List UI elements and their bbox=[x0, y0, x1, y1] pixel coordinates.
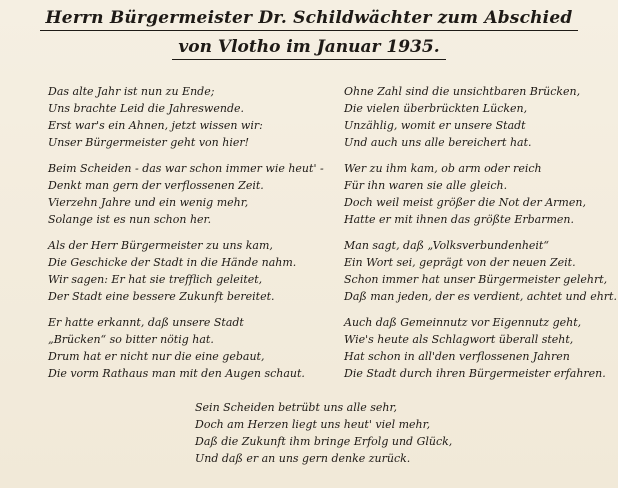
verse-line: Schon immer hat unser Bürgermeister gelehrt, bbox=[344, 273, 608, 286]
right-column bbox=[344, 83, 617, 391]
verse-line: Das alte Jahr ist nun zu Ende; bbox=[48, 85, 215, 98]
verse-line: Drum hat er nicht nur die eine gebaut, bbox=[48, 350, 265, 363]
stanza bbox=[48, 160, 328, 228]
stanza bbox=[344, 160, 612, 228]
verse-line: Hat schon in all'den verflossenen Jahren bbox=[344, 350, 570, 363]
verse-line: Ohne Zahl sind die unsichtbaren Brücken, bbox=[344, 85, 581, 98]
stanza bbox=[344, 314, 612, 382]
poem-title bbox=[0, 8, 618, 60]
title-line-2: von Vlotho im Januar 1935. bbox=[172, 37, 445, 60]
verse-line: Doch weil meist größer die Not der Armen, bbox=[344, 196, 586, 209]
verse-line: Die Geschicke der Stadt in die Hände nahm. bbox=[48, 256, 297, 269]
verse-line: Auch daß Gemeinnutz vor Eigennutz geht, bbox=[344, 316, 582, 329]
verse-line: Vierzehn Jahre und ein wenig mehr, bbox=[48, 196, 249, 209]
verse-line: Doch am Herzen liegt uns heut' viel mehr, bbox=[195, 418, 431, 431]
verse-line: Wie's heute als Schlagwort überall steht, bbox=[344, 333, 574, 346]
verse-line: Wer zu ihm kam, ob arm oder reich bbox=[344, 162, 542, 175]
verse-line: Die vielen überbrückten Lücken, bbox=[344, 102, 528, 115]
verse-line: Als der Herr Bürgermeister zu uns kam, bbox=[48, 239, 273, 252]
verse-line: Und auch uns alle bereichert hat. bbox=[344, 136, 532, 149]
verse-line: Sein Scheiden betrübt uns alle sehr, bbox=[195, 401, 398, 414]
verse-line: Unzählig, womit er unsere Stadt bbox=[344, 119, 526, 132]
verse-line: Denkt man gern der verflossenen Zeit. bbox=[48, 179, 264, 192]
verse-line: Man sagt, daß „Volksverbundenheit“ bbox=[344, 239, 549, 252]
verse-line: Unser Bürgermeister geht von hier! bbox=[48, 136, 250, 149]
stanza bbox=[48, 83, 328, 151]
verse-line: Solange ist es nun schon her. bbox=[48, 213, 212, 226]
verse-line: Ein Wort sei, geprägt von der neuen Zeit. bbox=[344, 256, 576, 269]
verse-line: Wir sagen: Er hat sie trefflich geleitet, bbox=[48, 273, 263, 286]
stanza bbox=[344, 237, 617, 305]
stanza bbox=[48, 237, 328, 305]
stanza bbox=[344, 83, 612, 151]
left-column bbox=[48, 83, 328, 391]
stanza bbox=[48, 314, 328, 382]
verse-line: Die vorm Rathaus man mit den Augen schaut. bbox=[48, 367, 305, 380]
verse-line: Der Stadt eine bessere Zukunft bereitet. bbox=[48, 290, 275, 303]
verse-line: Uns brachte Leid die Jahreswende. bbox=[48, 102, 244, 115]
verse-line: Die Stadt durch ihren Bürgermeister erfahren. bbox=[344, 367, 606, 380]
verse-line: „Brücken“ so bitter nötig hat. bbox=[48, 333, 214, 346]
verse-line: Und daß er an uns gern denke zurück. bbox=[195, 452, 411, 465]
verse-line: Erst war's ein Ahnen, jetzt wissen wir: bbox=[48, 119, 263, 132]
final-stanza bbox=[195, 399, 495, 467]
verse-line: Beim Scheiden - das war schon immer wie heut' - bbox=[48, 162, 324, 175]
verse-line: Für ihn waren sie alle gleich. bbox=[344, 179, 508, 192]
verse-line: Daß man jeden, der es verdient, achtet und ehrt. bbox=[344, 290, 617, 303]
title-line-1: Herrn Bürgermeister Dr. Schildwächter zum Abschied bbox=[40, 8, 579, 31]
verse-line: Hatte er mit ihnen das größte Erbarmen. bbox=[344, 213, 575, 226]
verse-line: Daß die Zukunft ihm bringe Erfolg und Glück, bbox=[195, 435, 453, 448]
verse-line: Er hatte erkannt, daß unsere Stadt bbox=[48, 316, 244, 329]
